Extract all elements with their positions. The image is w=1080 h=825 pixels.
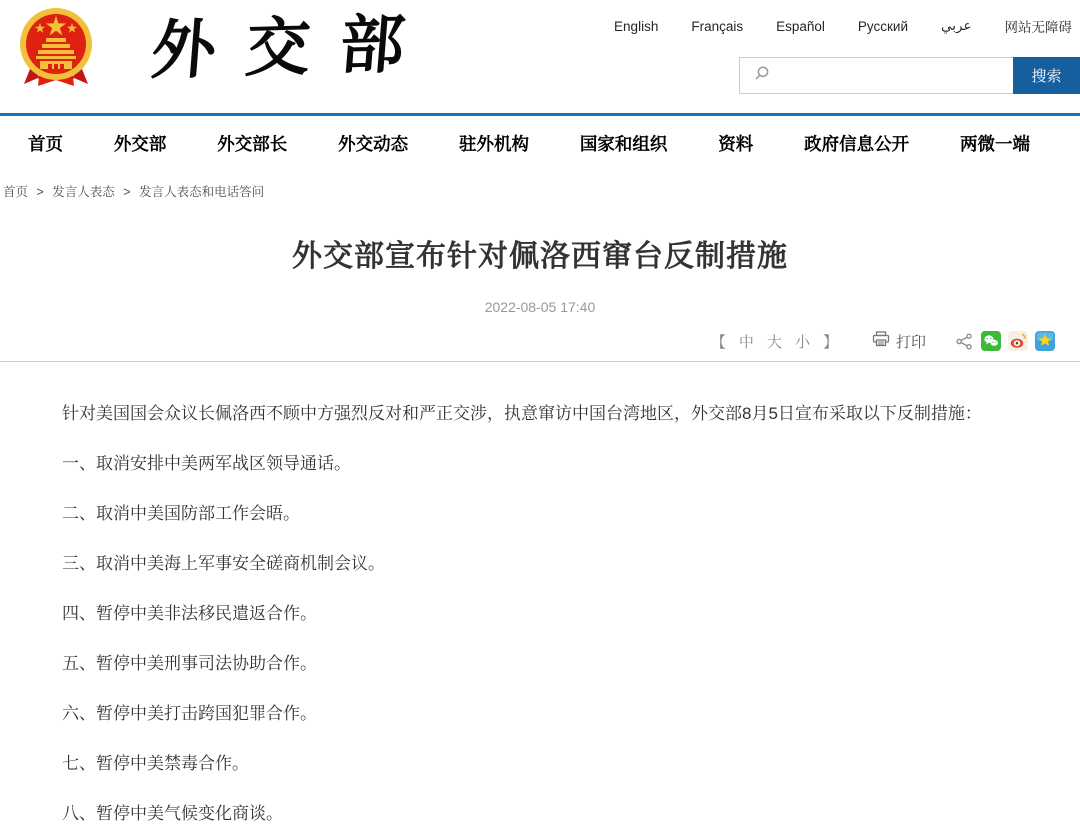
search-icon [753, 65, 770, 87]
nav-item-minister[interactable]: 外交部长 [217, 134, 288, 154]
paragraph-item-8: 八、暂停中美气候变化商谈。 [62, 804, 283, 823]
printer-icon [872, 331, 890, 351]
paragraph-item-5: 五、暂停中美刑事司法协助合作。 [62, 654, 317, 673]
accessibility-link[interactable]: 网站无障碍 [1004, 20, 1072, 35]
wechat-share-icon[interactable] [981, 331, 1001, 351]
font-size-large[interactable]: 大 [766, 333, 782, 351]
breadcrumb [0, 171, 1080, 200]
nav-item-resources[interactable]: 资料 [718, 134, 754, 154]
article-toolbar [0, 330, 1080, 352]
weibo-share-icon[interactable] [1008, 331, 1028, 351]
print-label: 打印 [895, 333, 926, 351]
lang-french[interactable]: Français [691, 18, 744, 34]
lang-spanish[interactable]: Español [776, 18, 825, 34]
print-button[interactable] [872, 331, 926, 352]
paragraph-item-1: 一、取消安排中美两军战区领导通话。 [62, 454, 351, 473]
paragraph-item-7: 七、暂停中美禁毒合作。 [62, 754, 249, 773]
publish-date: 2022-08-05 17:40 [484, 299, 596, 315]
breadcrumb-current: 发言人表态和电话答问 [139, 185, 265, 199]
site-logo[interactable] [18, 6, 438, 90]
lang-arabic[interactable]: عربي [940, 18, 972, 33]
nav-item-ministry[interactable]: 外交部 [113, 134, 167, 154]
breadcrumb-separator: > [36, 185, 44, 199]
share-nodes-icon[interactable] [954, 331, 974, 351]
site-header [0, 0, 1080, 113]
paragraph-item-6: 六、暂停中美打击跨国犯罪合作。 [62, 704, 317, 723]
breadcrumb-home[interactable]: 首页 [3, 185, 29, 199]
page-title: 外交部宣布针对佩洛西窜台反制措施 [292, 240, 788, 273]
nav-item-home[interactable]: 首页 [28, 134, 63, 154]
font-size-control [711, 331, 838, 352]
bracket-open: 【 [710, 333, 726, 351]
bracket-close: 】 [822, 333, 838, 351]
paragraph-item-4: 四、暂停中美非法移民遣返合作。 [62, 604, 317, 623]
language-switcher [614, 16, 1072, 36]
share-buttons [954, 331, 1055, 351]
paragraph-intro: 针对美国国会众议长佩洛西不顾中方强烈反对和严正交涉，执意窜访中国台湾地区，外交部8月5日宣布采取以下反制措施： [62, 404, 982, 423]
search-bar [739, 57, 1080, 94]
lang-russian[interactable]: Русский [857, 18, 908, 34]
nav-item-activities[interactable]: 外交动态 [338, 134, 409, 154]
main-nav [0, 116, 1080, 171]
nav-item-social-media[interactable]: 两微一端 [960, 134, 1030, 154]
paragraph-item-3: 三、取消中美海上军事安全磋商机制会议。 [62, 554, 385, 573]
breadcrumb-separator: > [123, 185, 131, 199]
search-button[interactable]: 搜索 [1013, 57, 1080, 94]
search-box [739, 57, 1013, 94]
national-emblem-icon [18, 6, 94, 90]
font-size-small[interactable]: 小 [794, 333, 810, 351]
nav-item-missions[interactable]: 驻外机构 [459, 134, 529, 154]
search-input[interactable] [778, 58, 1013, 93]
logo-wordmark: 外交部 [148, 8, 438, 87]
nav-item-countries[interactable]: 国家和组织 [579, 134, 668, 154]
article-body [0, 362, 1080, 825]
qzone-share-icon[interactable] [1035, 331, 1055, 351]
nav-item-gov-info[interactable]: 政府信息公开 [804, 134, 910, 154]
breadcrumb-spokesperson[interactable]: 发言人表态 [52, 185, 115, 199]
lang-english[interactable]: English [614, 18, 659, 34]
paragraph-item-2: 二、取消中美国防部工作会晤。 [62, 504, 300, 523]
font-size-medium[interactable]: 中 [738, 333, 754, 351]
